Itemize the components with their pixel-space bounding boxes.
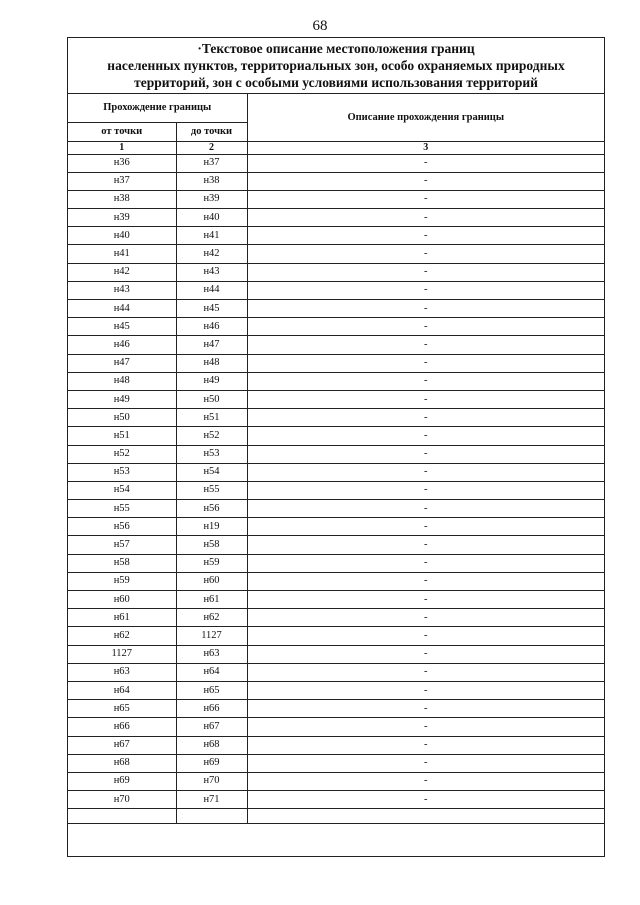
- cell-to-point: н49: [176, 372, 247, 390]
- cell-to-point: н42: [176, 245, 247, 263]
- cell-to-point: н39: [176, 190, 247, 208]
- table-row: [68, 409, 604, 427]
- cell-from-point: н39: [68, 209, 176, 227]
- empty-cell: [68, 809, 176, 824]
- cell-to-point: н58: [176, 536, 247, 554]
- cell-description: -: [247, 700, 604, 718]
- table-row: [68, 372, 604, 390]
- cell-to-point: н70: [176, 772, 247, 790]
- header-to-point: до точки: [176, 122, 247, 141]
- cell-to-point: н71: [176, 791, 247, 809]
- table-row: [68, 263, 604, 281]
- cell-from-point: н37: [68, 172, 176, 190]
- header-from-point: от точки: [68, 122, 176, 141]
- cell-from-point: н45: [68, 318, 176, 336]
- table-row: [68, 645, 604, 663]
- cell-description: -: [247, 791, 604, 809]
- header-col-number-3: 3: [247, 141, 604, 154]
- header-boundary-passage: Прохождение границы: [68, 94, 247, 122]
- cell-description: -: [247, 645, 604, 663]
- table-row: [68, 245, 604, 263]
- cell-to-point: н59: [176, 554, 247, 572]
- cell-from-point: н66: [68, 718, 176, 736]
- table-row: [68, 554, 604, 572]
- table-row: [68, 518, 604, 536]
- cell-description: -: [247, 463, 604, 481]
- table-row: [68, 536, 604, 554]
- cell-from-point: н47: [68, 354, 176, 372]
- cell-to-point: н63: [176, 645, 247, 663]
- table-row: [68, 172, 604, 190]
- cell-from-point: н36: [68, 154, 176, 172]
- table-row: [68, 736, 604, 754]
- cell-description: -: [247, 300, 604, 318]
- table-row: [68, 791, 604, 809]
- cell-from-point: н56: [68, 518, 176, 536]
- cell-from-point: н55: [68, 500, 176, 518]
- cell-to-point: н45: [176, 300, 247, 318]
- header-description: Описание прохождения границы: [247, 94, 604, 141]
- table-row: [68, 681, 604, 699]
- cell-description: -: [247, 663, 604, 681]
- document-frame: [67, 37, 605, 857]
- table-row: [68, 500, 604, 518]
- cell-from-point: н67: [68, 736, 176, 754]
- cell-to-point: 1127: [176, 627, 247, 645]
- cell-from-point: н49: [68, 390, 176, 408]
- table-row: [68, 627, 604, 645]
- cell-to-point: н67: [176, 718, 247, 736]
- cell-to-point: н38: [176, 172, 247, 190]
- table-row: [68, 281, 604, 299]
- table-row: [68, 572, 604, 590]
- cell-description: -: [247, 227, 604, 245]
- cell-to-point: н47: [176, 336, 247, 354]
- table-row: [68, 336, 604, 354]
- cell-to-point: н68: [176, 736, 247, 754]
- table-row: [68, 772, 604, 790]
- cell-description: -: [247, 536, 604, 554]
- title-line-3: территорий, зон с особыми условиями использования территорий: [134, 75, 538, 90]
- cell-to-point: н44: [176, 281, 247, 299]
- cell-to-point: н64: [176, 663, 247, 681]
- cell-from-point: н68: [68, 754, 176, 772]
- table-row: [68, 609, 604, 627]
- cell-to-point: н54: [176, 463, 247, 481]
- cell-description: -: [247, 481, 604, 499]
- cell-from-point: н50: [68, 409, 176, 427]
- cell-to-point: н55: [176, 481, 247, 499]
- table-row: [68, 591, 604, 609]
- cell-description: -: [247, 772, 604, 790]
- table-row: [68, 445, 604, 463]
- cell-to-point: н37: [176, 154, 247, 172]
- table-row: [68, 718, 604, 736]
- table-row: [68, 700, 604, 718]
- cell-from-point: н42: [68, 263, 176, 281]
- cell-description: -: [247, 190, 604, 208]
- cell-from-point: н61: [68, 609, 176, 627]
- cell-from-point: н59: [68, 572, 176, 590]
- cell-from-point: н65: [68, 700, 176, 718]
- cell-to-point: н65: [176, 681, 247, 699]
- cell-to-point: н41: [176, 227, 247, 245]
- cell-description: -: [247, 336, 604, 354]
- table-row: [68, 481, 604, 499]
- cell-description: -: [247, 245, 604, 263]
- cell-description: -: [247, 172, 604, 190]
- cell-description: -: [247, 372, 604, 390]
- cell-from-point: н62: [68, 627, 176, 645]
- cell-description: -: [247, 500, 604, 518]
- cell-from-point: н58: [68, 554, 176, 572]
- empty-row: [68, 809, 604, 824]
- cell-from-point: н51: [68, 427, 176, 445]
- cell-description: -: [247, 263, 604, 281]
- cell-from-point: н48: [68, 372, 176, 390]
- cell-description: -: [247, 209, 604, 227]
- document-title: [68, 38, 604, 94]
- cell-description: -: [247, 445, 604, 463]
- cell-from-point: н43: [68, 281, 176, 299]
- title-line-2: населенных пунктов, территориальных зон, особо охраняемых природных: [107, 58, 565, 73]
- cell-to-point: н19: [176, 518, 247, 536]
- cell-description: -: [247, 154, 604, 172]
- cell-to-point: н52: [176, 427, 247, 445]
- cell-description: -: [247, 627, 604, 645]
- cell-from-point: н44: [68, 300, 176, 318]
- table-row: [68, 190, 604, 208]
- cell-to-point: н62: [176, 609, 247, 627]
- cell-to-point: н66: [176, 700, 247, 718]
- cell-description: -: [247, 354, 604, 372]
- cell-from-point: н60: [68, 591, 176, 609]
- table-row: [68, 154, 604, 172]
- cell-description: -: [247, 281, 604, 299]
- cell-description: -: [247, 754, 604, 772]
- cell-to-point: н46: [176, 318, 247, 336]
- cell-from-point: н52: [68, 445, 176, 463]
- cell-description: -: [247, 390, 604, 408]
- cell-to-point: н69: [176, 754, 247, 772]
- cell-from-point: н53: [68, 463, 176, 481]
- cell-to-point: н60: [176, 572, 247, 590]
- cell-from-point: н54: [68, 481, 176, 499]
- cell-description: -: [247, 609, 604, 627]
- cell-from-point: н38: [68, 190, 176, 208]
- cell-description: -: [247, 736, 604, 754]
- cell-to-point: н40: [176, 209, 247, 227]
- cell-to-point: н43: [176, 263, 247, 281]
- cell-to-point: н50: [176, 390, 247, 408]
- table-body: [68, 154, 604, 824]
- table-row: [68, 390, 604, 408]
- cell-description: -: [247, 572, 604, 590]
- cell-description: -: [247, 718, 604, 736]
- table-row: [68, 318, 604, 336]
- table-row: [68, 663, 604, 681]
- cell-to-point: н56: [176, 500, 247, 518]
- boundary-table: [68, 94, 604, 824]
- cell-description: -: [247, 409, 604, 427]
- table-row: [68, 227, 604, 245]
- cell-description: -: [247, 554, 604, 572]
- cell-from-point: н41: [68, 245, 176, 263]
- cell-description: -: [247, 681, 604, 699]
- cell-to-point: н61: [176, 591, 247, 609]
- cell-from-point: н70: [68, 791, 176, 809]
- cell-to-point: н53: [176, 445, 247, 463]
- title-line-1: ·Текстовое описание местоположения границ: [197, 41, 475, 56]
- cell-from-point: н57: [68, 536, 176, 554]
- empty-cell: [176, 809, 247, 824]
- table-row: [68, 209, 604, 227]
- table-row: [68, 754, 604, 772]
- cell-to-point: н48: [176, 354, 247, 372]
- header-col-number-1: 1: [68, 141, 176, 154]
- cell-from-point: н69: [68, 772, 176, 790]
- cell-from-point: н40: [68, 227, 176, 245]
- cell-description: -: [247, 518, 604, 536]
- cell-description: -: [247, 318, 604, 336]
- empty-cell: [247, 809, 604, 824]
- cell-from-point: н64: [68, 681, 176, 699]
- cell-description: -: [247, 591, 604, 609]
- table-row: [68, 300, 604, 318]
- cell-from-point: н46: [68, 336, 176, 354]
- cell-description: -: [247, 427, 604, 445]
- cell-from-point: н63: [68, 663, 176, 681]
- table-row: [68, 463, 604, 481]
- page-number: 68: [312, 18, 328, 34]
- table-row: [68, 354, 604, 372]
- table-row: [68, 427, 604, 445]
- header-col-number-2: 2: [176, 141, 247, 154]
- cell-to-point: н51: [176, 409, 247, 427]
- cell-from-point: 1127: [68, 645, 176, 663]
